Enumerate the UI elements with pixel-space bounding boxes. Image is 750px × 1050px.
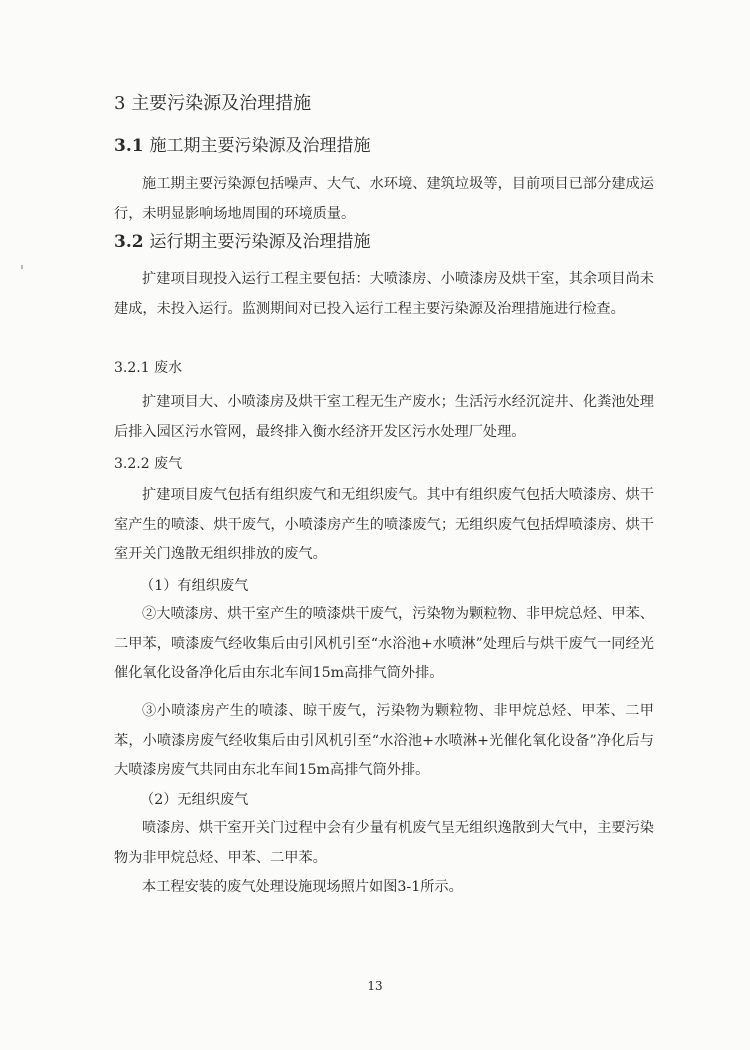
- construction-paragraph: 施工期主要污染源包括噪声、大气、水环境、建筑垃圾等，目前项目已部分建成运行，未明显影响场地周围的环境质量。: [114, 176, 654, 222]
- wastegas-paragraph: 扩建项目废气包括有组织废气和无组织废气。其中有组织废气包括大喷漆房、烘干室产生的喷漆、烘干废气，小喷漆房产生的喷漆废气；无组织废气包括焊喷漆房、烘干室开关门逸散无组织排放的废气。: [114, 487, 654, 562]
- page-number: 13: [367, 979, 383, 993]
- organized-gas-paragraph-1: ②大喷漆房、烘干室产生的喷漆烘干废气，污染物为颗粒物、非甲烷总烃、甲苯、二甲苯，喷漆废气经收集后由引风机引至“水浴池+水喷淋”处理后与烘干废气一同经光催化氧化设备净化后由东北车间15m高排气筒外排。: [114, 606, 654, 681]
- subsection-heading-3-1: [114, 134, 371, 158]
- section-title: 主要污染源及治理措施: [131, 93, 312, 114]
- wastewater-heading: 3.2.1 废水: [114, 360, 183, 376]
- organized-gas-paragraph-2: ③小喷漆房产生的喷漆、晾干废气，污染物为颗粒物、非甲烷总烃、甲苯、二甲苯，小喷漆房废气经收集后由引风机引至“水浴池+水喷淋+光催化氧化设备”净化后与大喷漆房废气共同由东北车间15m高排气筒外排。: [114, 703, 654, 778]
- subsection-number: 3.1: [114, 136, 144, 156]
- unorganized-gas-label: （2）无组织废气: [140, 792, 249, 808]
- subsection-title: 运行期主要污染源及治理措施: [149, 232, 371, 252]
- unorganized-gas-paragraph: 喷漆房、烘干室开关门过程中会有少量有机废气呈无组织逸散到大气中，主要污染物为非甲烷总烃、甲苯、二甲苯。: [114, 820, 654, 866]
- subsection-number: 3.2: [114, 232, 144, 252]
- scan-speck: [21, 265, 23, 269]
- section-number: 3: [114, 93, 126, 114]
- wastewater-paragraph: 扩建项目大、小喷漆房及烘干室工程无生产废水；生活污水经沉淀井、化粪池处理后排入园区污水管网，最终排入衡水经济开发区污水处理厂处理。: [114, 394, 654, 440]
- subsection-title: 施工期主要污染源及治理措施: [149, 136, 371, 156]
- subsection-heading-3-2: [114, 230, 371, 254]
- section-heading: [114, 91, 311, 117]
- photo-note-paragraph: 本工程安装的废气处理设施现场照片如图3-1所示。: [142, 879, 463, 895]
- wastegas-heading: 3.2.2 废气: [114, 456, 183, 472]
- operation-paragraph: 扩建项目现投入运行工程主要包括：大喷漆房、小喷漆房及烘干室，其余项目尚未建成，未投入运行。监测期间对已投入运行工程主要污染源及治理措施进行检查。: [114, 271, 654, 317]
- organized-gas-label: （1）有组织废气: [140, 578, 249, 594]
